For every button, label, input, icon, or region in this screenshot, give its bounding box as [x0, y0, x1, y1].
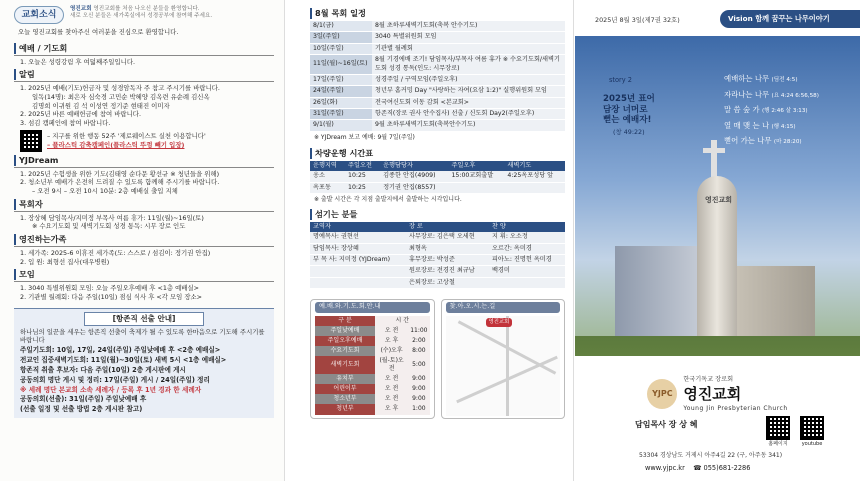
church-photo	[575, 36, 860, 356]
denomination: 한국기독교 장로회	[683, 376, 734, 383]
cover-column	[575, 0, 860, 481]
qr-code-icon[interactable]	[800, 416, 824, 440]
list-item: 예배하는 나무 (딤전 4:5)	[724, 74, 798, 83]
list-item: 말 씀 숲 가 (행 2:46 살 3:13)	[724, 105, 808, 115]
church-pin: 영진교회	[486, 318, 513, 327]
vehicle-title: 차량운행 시간표	[310, 148, 565, 159]
table-row: 8/1(금) 8월 초하루새벽기도회(축복 안수기도)	[310, 21, 565, 32]
table-row: 수요기도회 (수)오후 8:00	[315, 346, 430, 356]
table-row: 명예목사: 권현선 사무장로: 김은택 오세현 지 휘: 오소정	[310, 232, 565, 243]
serve-title: 섬기는 분들	[310, 209, 565, 220]
church-name: 영진교회	[683, 385, 742, 404]
section-yjdream: YJDream 1. 2025년 수험생을 위한 기도(김태영 순다문 황선규 ※ 청년들을 위해) 2. 청소년부 예배가 은전히 드려질 수 있도록 함께해 주시기를 바랍니다. – 오전 9시 – 오전 10시 10분: 2층 예배실 출입 지체	[14, 155, 274, 196]
section-title: 목회자	[14, 199, 274, 210]
table-row: 24일(주일) 청년부 홈커밍 Day "사랑하는 자여(요삼 1:2)" 실행위원회 모임	[310, 86, 565, 97]
section-title: 모임	[14, 269, 274, 280]
qr-code-icon[interactable]	[20, 130, 42, 152]
news-header	[14, 6, 274, 24]
contact-line	[645, 464, 750, 473]
worship-times-title: 예.배.와.기.도.회.안.내	[315, 302, 430, 312]
welcome-text: 영진교회 영진교회를 처음 나오신 분들을 환영합니다. 새로 오신 분들은 새가족실에서 성경공부에 참여해 주세요.	[70, 6, 213, 20]
schedule-column	[286, 0, 574, 481]
worship-times-box	[310, 299, 435, 419]
table-row: 어린이부 오 전 9:00	[315, 384, 430, 394]
schedule-table	[310, 21, 565, 132]
directions-title: 찾.아.오.시.는.길	[446, 302, 561, 312]
section-title: 예배 / 기도회	[14, 43, 274, 54]
table-row: 부 목 사: 지미정 (YJDream) 휴무장로: 박성준 피아노: 진명헌 옥미경	[310, 255, 565, 266]
table-row: 31일(주일) 항존직(장로 권사 안수집사) 선출 / 신도회 Day2(주일오후)	[310, 108, 565, 119]
list-item: 열 매 맺 는 나 (행 4:15)	[724, 120, 796, 130]
section-title: 알림	[14, 69, 274, 80]
table-row: 17일(주일) 성경주일 / 구역모임(주일오후)	[310, 74, 565, 85]
section-title: YJDream	[14, 155, 274, 166]
website-link[interactable]: www.yjpc.kr	[645, 464, 685, 472]
table-row: 주일낮예배 오 전 11:00	[315, 326, 430, 336]
directions-map[interactable]	[446, 316, 561, 416]
table-row: 10일(주일) 기관별 월례회	[310, 43, 565, 54]
table-row: 3일(주일) 3040 특별위원회 모임	[310, 32, 565, 43]
table-row: 26일(화) 전국여신도회 이동 감회 <본교회>	[310, 97, 565, 108]
list-item: 뻗어 가는 나무 (마 28:20)	[724, 136, 802, 146]
church-tower	[697, 176, 737, 346]
table-row: 11일(월)~16일(토) 8월 기경에배 조기! 담임목사/부목사 여름 휴가 ※ 수요기도회/새벽기도회 성경 통독(인도: 시무장로)	[310, 55, 565, 75]
election-notice: [항존직 선출 안내] 하나님의 일꾼을 세우는 항존직 선출이 축제가 될 수 있도록 한마음으로 기도해 주시기를 바랍니다 주일기도회: 10일, 17일, 24일(주일) 주일낮예배 후 <2층 예배실> 전교인 집중새벽기도회: 11일(월)~30일(토) 새벽 5시 <1층 예배실> 항존직 취출 후보자: 다음 주일(10일) 2층 게시판에 게시 공동의회 명단 게시 및 정리: 17일(주일) 게시 / 24일(주일) 정리 ※ 세례 명단 본교회 소속 세례자 / 등록 후 1년 경과 한 세례자 공동의회(선출): 31일(주일) 주일낮예배 후 (선출 일정 및 선출 방법 2층 게시판 참고)	[14, 308, 274, 419]
section-pastor: 목회자 1. 장상혜 담임목사/지미정 부목사 여름 휴가: 11일(월)~16일(토) ※ 수요기도회 및 새벽기도회 성경 통독: 시무 장로 인도	[14, 199, 274, 231]
section-notice: 알림 1. 2025년 예배(기도)헌금자 및 성경암독자 주 참고 주시기를 바랍니다. 일독(14명): 최은자 심숙경 고민순 박혜양 김옥련 유순례 김신옥 김명희 이귀원 김 석 이성연 정기준 현태진 이미자 2. 2025년 바른 예배헌금에 참여 바랍니다. 3. 섬김 캠페인에 참여 바랍니다. – 지구를 위한 행동 52주 '제로웨이스트 실천 이용합니다' – 플라스틱 감축캠페인(플라스틱 뚜껑 빼기 입장)	[14, 69, 274, 151]
table-row: 주일오후예배 오 후 2:00	[315, 336, 430, 346]
section-worship: 예배 / 기도회 1. 오늘은 성령강림 후 여덟째주일입니다.	[14, 43, 274, 67]
welcome-intro: 오늘 영진교회를 찾아주신 여러분을 진심으로 환영합니다.	[18, 28, 179, 36]
cross-icon	[711, 140, 717, 178]
vision-list	[724, 74, 854, 152]
table-row: 옹소 10:25 김종한 안집(4909) 15:00교회출발 4:25옥포성당 앞	[310, 171, 565, 182]
vehicle-table	[310, 161, 565, 194]
directions-box	[441, 299, 566, 419]
campaign-qr-row: – 지구를 위한 행동 52주 '제로웨이스트 실천 이용합니다' – 플라스틱 감축캠페인(플라스틱 뚜껑 빼기 입장)	[20, 130, 274, 152]
tower-sign: 영진교회	[705, 196, 733, 204]
section-family: 영진하는가족 1. 세가족: 2025-6 이휴진 세가족(도: 스스로 / 섬김이: 정기권 안집) 2. 입 원: 최형선 집사(대우병원)	[14, 234, 274, 266]
worship-times-table	[315, 316, 430, 415]
vehicle-note: ※ 출발 시간은 각 지점 출발지에서 출발하는 시각입니다.	[314, 195, 462, 203]
church-address: 53304 경상남도 거제시 아주4길 22 (구, 아주동 341)	[639, 452, 783, 459]
vision-banner: Vision 함께 꿈꾸는 나무이야기	[720, 10, 860, 28]
issue-date: 2025년 8월 3일(제7권 32호)	[595, 16, 680, 24]
table-header-row: 교역자 장 로 찬 양	[310, 222, 565, 232]
qr-code-icon[interactable]	[766, 416, 790, 440]
table-row: 옥포동 10:25 정기권 안집(8557)	[310, 182, 565, 193]
table-row: 은퇴장로: 고상철	[310, 277, 565, 288]
welcome-church: 영진교회	[70, 6, 92, 12]
section-meeting: 모임 1. 3040 특별위원회 모임: 오늘 주일오후예배 후 <1층 예배실> 2. 기관별 월례회: 다음 주일(10일) 점심 식사 후 <각 모임 장소>	[14, 269, 274, 301]
news-logo: 교회소식	[14, 6, 64, 24]
youtube-qr[interactable]: youtube	[800, 416, 824, 448]
table-row: 9/1(월) 9월 초하루새벽기도회(축복안수기도)	[310, 120, 565, 131]
church-name-english: Young Jin Presbyterian Church	[683, 404, 788, 412]
table-row: 청소년부 오 전 9:00	[315, 394, 430, 404]
cover-header	[575, 0, 860, 36]
story-reference: (창 49:22)	[613, 128, 645, 136]
election-title: [항존직 선출 안내]	[84, 312, 204, 326]
table-header-row: 운행지역 주일오전 운행담당자 주일오후 새벽기도	[310, 161, 565, 171]
map-road	[506, 316, 509, 416]
phone-number: ☎ 055)681-2286	[693, 464, 751, 472]
church-building-right	[735, 266, 815, 346]
news-column	[0, 0, 285, 481]
info-boxes	[310, 299, 565, 419]
table-row: 담임목사: 장상혜 최형옥 오르간: 옥미경	[310, 243, 565, 254]
church-building-left	[615, 246, 705, 346]
church-logo	[575, 376, 860, 413]
story-label: story 2	[609, 76, 632, 84]
table-row: 청년부 오 후 1:00	[315, 404, 430, 414]
qr-codes	[766, 416, 824, 448]
table-row: 유치부 오 전 9:00	[315, 374, 430, 384]
schedule-title: 8월 목회 일정	[310, 8, 565, 19]
story-title: 2025년 표어 담장 너머로 뻗는 예배자!	[603, 94, 655, 126]
cross-bar	[703, 148, 725, 153]
cover-footer	[575, 356, 860, 481]
church-logo-icon: YJPC	[647, 379, 677, 409]
homepage-qr[interactable]: 홈페이지	[766, 416, 790, 448]
list-item: 자라나는 나무 (요 4:24 6:56,58)	[724, 89, 819, 99]
table-header-row: 구 분 시 간	[315, 316, 430, 326]
table-row: 원로장로: 전경진 최규남 백경미	[310, 266, 565, 277]
section-title: 영진하는가족	[14, 234, 274, 245]
table-row: 새벽기도회 (월-토)오전 5:00	[315, 356, 430, 374]
serve-table	[310, 222, 565, 289]
election-lead: 하나님의 일꾼을 세우는 항존직 선출이 축제가 될 수 있도록 한마음으로 기도해 주시기를 바랍니다	[20, 327, 265, 345]
schedule-note: ※ YJDream 보고 예배: 9월 7일(주일)	[314, 133, 415, 141]
senior-pastor: 담임목사 장 상 혜	[635, 420, 698, 429]
